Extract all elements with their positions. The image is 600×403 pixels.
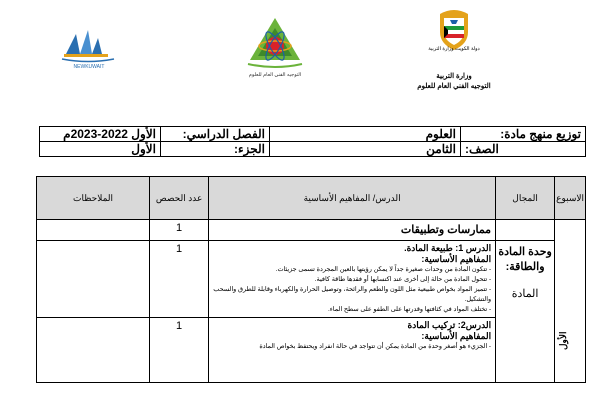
term-label: الفصل الدراسي: [161,127,270,142]
concepts-label: المفاهيم الأساسية: [421,331,492,341]
concepts-label: المفاهيم الأساسية: [421,254,492,264]
concept-point: - تتكون المادة من وحدات صغيرة جداً لا يمكن رؤيتها بالعين المجردة تسمى جزيئات. [275,266,492,273]
concept-point: - تختلف المواد في كثافتها وقدرتها على الطفو على سطح الماء. [327,306,492,313]
part-label: الجزء: [161,142,270,157]
grade-label: الصف: [461,142,586,157]
table-row [37,241,586,318]
curriculum-info-table [39,126,586,157]
week-cell [555,220,586,383]
lesson-cell [209,241,496,318]
department-name: التوجيه الفني العام للعلوم [417,83,491,90]
lesson-title: الدرس2: تركيب المادة [407,320,492,330]
area-empty-cell [496,220,555,241]
notes-cell [37,241,150,318]
lesson-title: الدرس 1: طبيعة المادة. [404,243,492,253]
concept-point: - تتميز المواد بخواص طبيعية مثل اللون والطعم والرائحة، وتوصيل الحرارة والكهرباء وقابلة للطرق والسحب والتشكيل. [213,286,492,303]
header-week: الاسبوع [555,177,586,220]
lesson-cell [209,318,496,383]
science-emblem-icon [238,14,312,72]
lesson-count: 1 [150,318,209,383]
concept-point: - الجزيء هو أصغر وحدة من المادة يمكن أن تتواجد في حالة انفراد ويحتفظ بخواص المادة [259,343,492,350]
science-guidance-caption: التوجيه الفني العام للعلوم [248,72,302,78]
curriculum-table [36,176,586,383]
section-count: 1 [150,220,209,241]
ministry-emblem [395,8,513,106]
concept-point: - تتحول المادة من حالة إلى أخرى عند اكتسابها أو فقدها طاقة كافية. [314,276,492,283]
week-label: الأول [558,331,569,350]
distribution-label: توزيع منهج مادة: [461,127,586,142]
newkuwait-logo [58,24,120,72]
header-count: عدد الحصص [150,177,209,220]
newkuwait-caption: NEWKUWAIT [73,64,105,70]
notes-cell [37,318,150,383]
table-header-row [37,177,586,220]
header-lesson: الدرس/ المفاهيم الأساسية [209,177,496,220]
term-value: الأول 2022-2023م [40,127,161,142]
science-guidance-logo [238,14,312,76]
lesson-count: 1 [150,241,209,318]
part-value: الأول [40,142,161,157]
area-name: وحدة المادة والطاقة: [498,246,552,273]
area-cell [496,241,555,383]
table-row [37,220,586,241]
area-sub: المادة [511,288,539,300]
header-notes: الملاحظات [37,177,150,220]
subject-value: العلوم [270,127,461,142]
header-area: المجال [496,177,555,220]
emblem-caption: دولة الكويت وزارة التربية [428,46,480,52]
newkuwait-logo-icon [58,24,120,64]
notes-cell [37,220,150,241]
ministry-name: وزارة التربية [436,73,472,80]
grade-value: الثامن [270,142,461,157]
section-title: ممارسات وتطبيقات [209,220,496,241]
